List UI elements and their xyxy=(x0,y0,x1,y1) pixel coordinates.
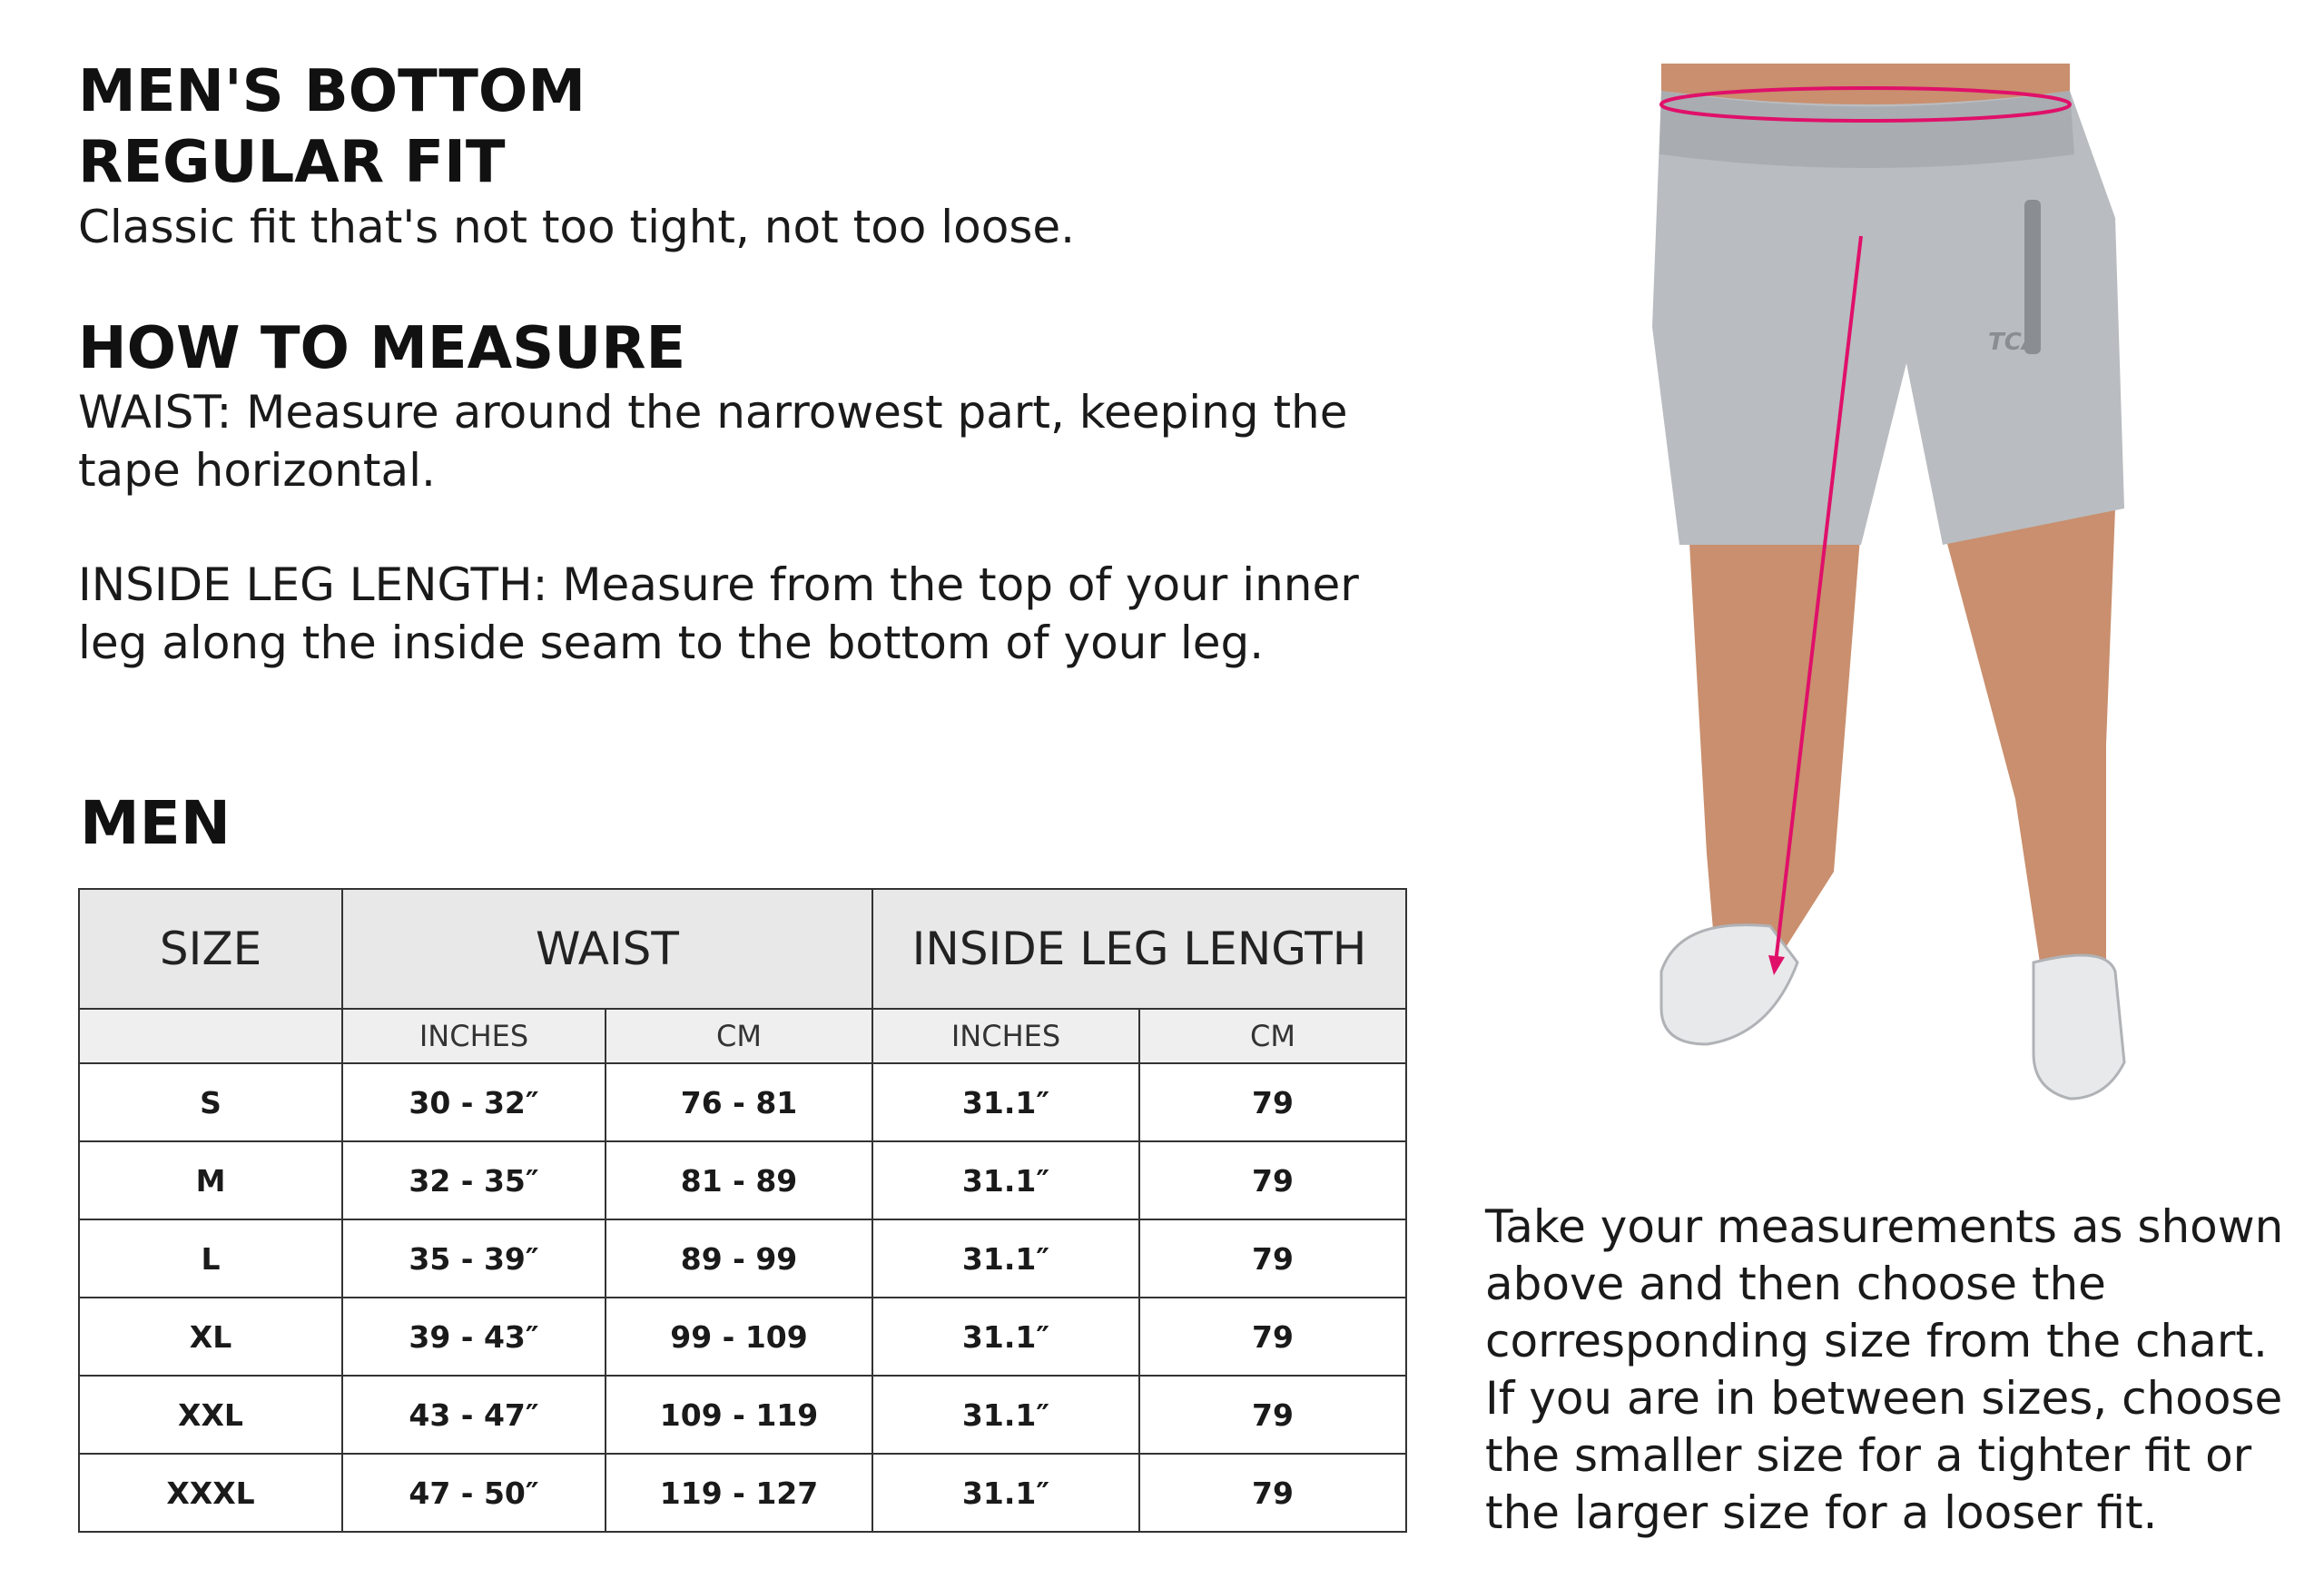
table-subheader-row xyxy=(79,1009,1406,1063)
brand-mark: TCA xyxy=(1988,329,2040,356)
cell-leg-cm: 79 xyxy=(1139,1298,1406,1376)
cell-waist-inches: 30 - 32″ xyxy=(342,1063,606,1141)
cell-waist-cm: 99 - 109 xyxy=(606,1298,872,1376)
cell-leg-inches: 31.1″ xyxy=(872,1454,1139,1532)
cell-leg-inches: 31.1″ xyxy=(872,1141,1139,1219)
cell-size: XXL xyxy=(79,1376,342,1454)
page-title-line2: REGULAR FIT xyxy=(78,129,506,196)
model-wearing-shorts-illustration xyxy=(1561,54,2251,1117)
cell-leg-inches: 31.1″ xyxy=(872,1376,1139,1454)
cell-waist-inches: 35 - 39″ xyxy=(342,1219,606,1298)
cell-waist-cm: 119 - 127 xyxy=(606,1454,872,1532)
cell-waist-cm: 81 - 89 xyxy=(606,1141,872,1219)
cell-size: M xyxy=(79,1141,342,1219)
inside-leg-instructions: INSIDE LEG LENGTH: Measure from the top of your inner leg along the inside seam to the bottom of your leg. xyxy=(78,558,1359,669)
cell-size: S xyxy=(79,1063,342,1141)
left-leg xyxy=(1689,527,1861,972)
subheader-leg-inches: INCHES xyxy=(872,1009,1139,1063)
subheader-waist-inches: INCHES xyxy=(342,1009,606,1063)
table-row xyxy=(79,1376,1406,1454)
table-row xyxy=(79,1298,1406,1376)
subheader-empty xyxy=(79,1009,342,1063)
cell-leg-inches: 31.1″ xyxy=(872,1063,1139,1141)
cell-leg-inches: 31.1″ xyxy=(872,1219,1139,1298)
cell-leg-cm: 79 xyxy=(1139,1063,1406,1141)
cell-waist-inches: 32 - 35″ xyxy=(342,1141,606,1219)
how-to-measure-heading: HOW TO MEASURE xyxy=(78,315,686,382)
cell-leg-cm: 79 xyxy=(1139,1454,1406,1532)
cell-waist-cm: 89 - 99 xyxy=(606,1219,872,1298)
cell-leg-inches: 31.1″ xyxy=(872,1298,1139,1376)
table-row xyxy=(79,1141,1406,1219)
cell-waist-cm: 76 - 81 xyxy=(606,1063,872,1141)
waist-instructions: WAIST: Measure around the narrowest part, keeping the tape horizontal. xyxy=(78,386,1348,497)
table-row xyxy=(79,1219,1406,1298)
cell-leg-cm: 79 xyxy=(1139,1219,1406,1298)
size-advice: Take your measurements as shown above and then choose the corresponding size from the chart. If you are in between sizes, choose the smaller size for a tighter fit or the larger size for a looser fit. xyxy=(1485,1200,2284,1539)
table-heading: MEN xyxy=(80,788,231,858)
size-chart-table xyxy=(78,888,1407,1533)
page-title-line1: MEN'S BOTTOM xyxy=(78,58,586,125)
cell-waist-cm: 109 - 119 xyxy=(606,1376,872,1454)
table-row xyxy=(79,1063,1406,1141)
column-header-inside-leg: INSIDE LEG LENGTH xyxy=(872,889,1406,1009)
column-header-waist: WAIST xyxy=(342,889,872,1009)
subheader-waist-cm: CM xyxy=(606,1009,872,1063)
cell-waist-inches: 43 - 47″ xyxy=(342,1376,606,1454)
fit-description: Classic fit that's not too tight, not too loose. xyxy=(78,201,1076,253)
table-header-row xyxy=(79,889,1406,1009)
cell-size: XXXL xyxy=(79,1454,342,1532)
right-shoe xyxy=(2034,955,2124,1099)
table-row xyxy=(79,1454,1406,1532)
cell-waist-inches: 47 - 50″ xyxy=(342,1454,606,1532)
cell-leg-cm: 79 xyxy=(1139,1141,1406,1219)
column-header-size: SIZE xyxy=(79,889,342,1009)
cell-size: L xyxy=(79,1219,342,1298)
subheader-leg-cm: CM xyxy=(1139,1009,1406,1063)
cell-leg-cm: 79 xyxy=(1139,1376,1406,1454)
cell-waist-inches: 39 - 43″ xyxy=(342,1298,606,1376)
right-leg xyxy=(1943,508,2115,981)
cell-size: XL xyxy=(79,1298,342,1376)
